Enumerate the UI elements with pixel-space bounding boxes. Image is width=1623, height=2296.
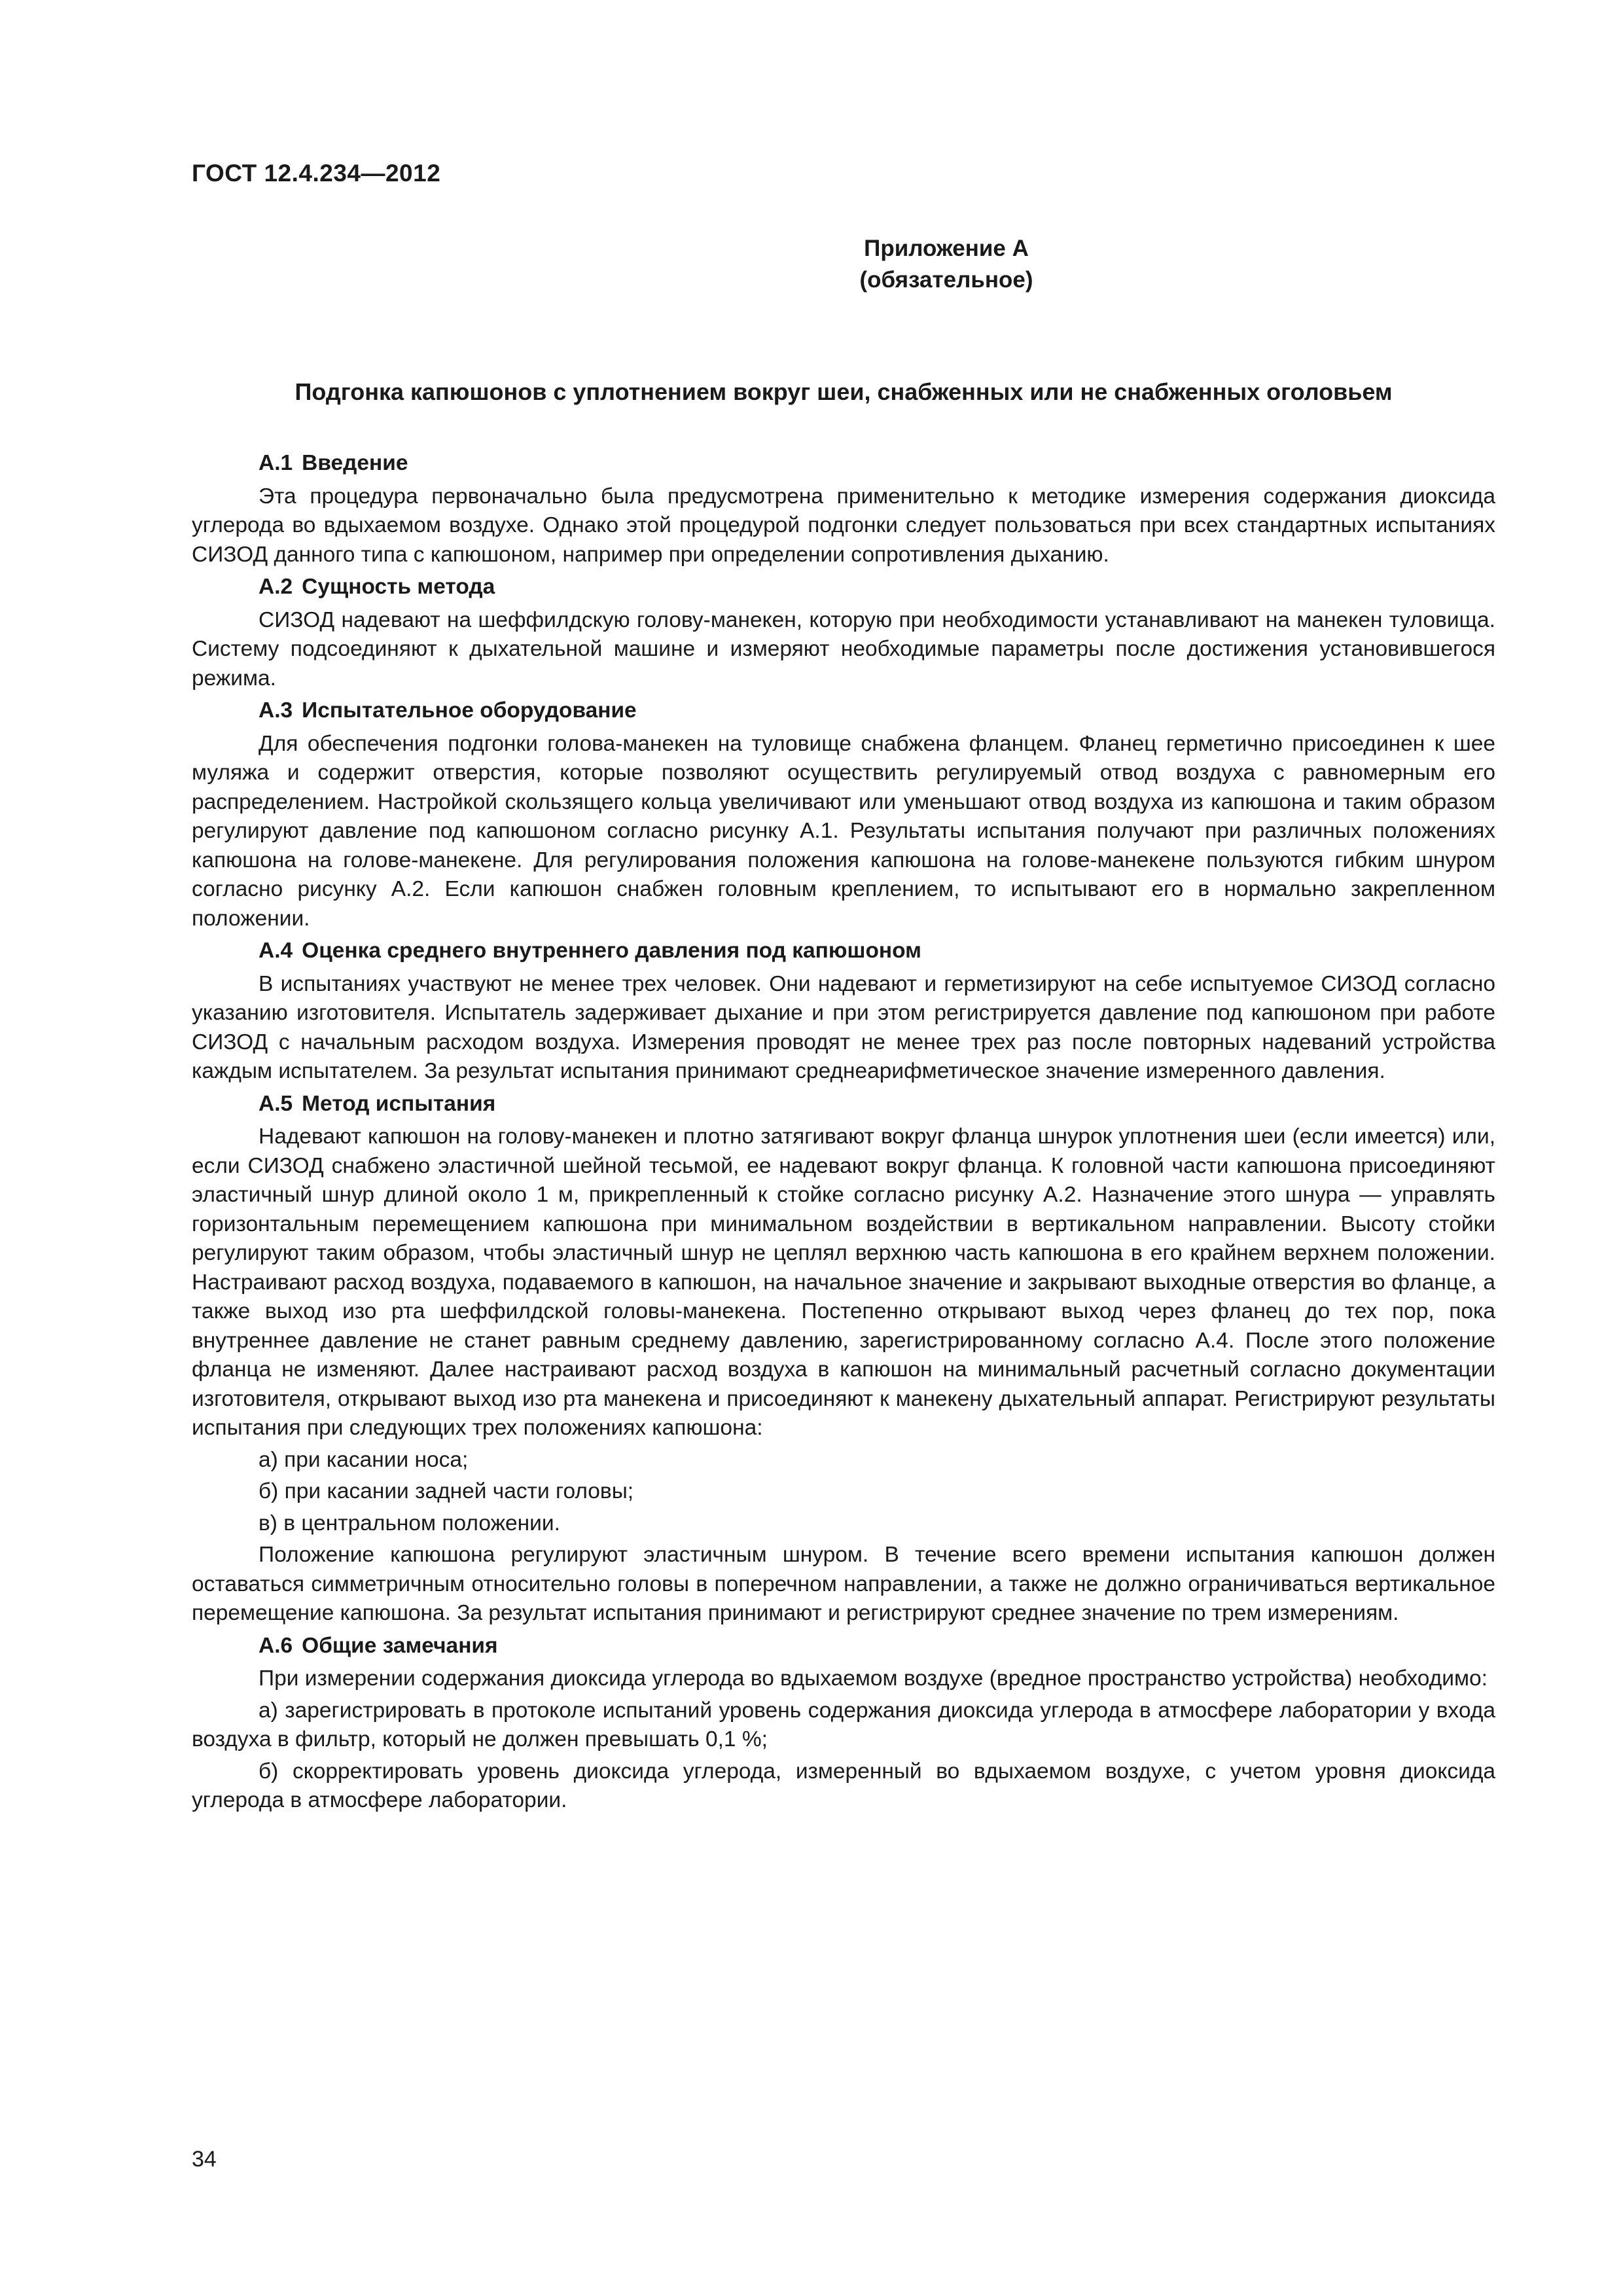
section-heading-a1 — [192, 449, 1495, 478]
section-number: А.2 — [259, 575, 293, 599]
section-title: Метод испытания — [302, 1091, 496, 1116]
list-item: а) зарегистрировать в протоколе испытаний уровень содержания диоксида углерода в атмосфере лаборатории у входа воздуха в фильтр, который не должен превышать 0,1 %; — [192, 1698, 1495, 1751]
list-item: в) в центральном положении. — [259, 1511, 560, 1535]
section-title: Оценка среднего внутреннего давления под капюшоном — [302, 939, 921, 963]
paragraph: В испытаниях участвуют не менее трех человек. Они надевают и герметизируют на себе испытуемое СИЗОД согласно указанию изготовителя. Испытатель задерживает дыхание и при этом регистрируется давление под капюшоном при работе СИЗОД с начальным расходом воздуха. Измерения проводят не менее трех раз после повторных надеваний устройства каждым испытателем. За результат испытания принимают среднеарифметическое значение измеренного давления. — [192, 971, 1495, 1083]
section-number: А.5 — [259, 1091, 293, 1116]
section-heading-a6 — [192, 1632, 1495, 1661]
list-item: а) при касании носа; — [259, 1447, 469, 1472]
list-item: б) скорректировать уровень диоксида углерода, измеренный во вдыхаемом воздухе, с учетом уровня диоксида углерода в атмосфере лаборатории. — [192, 1759, 1495, 1812]
section-heading-a3 — [192, 696, 1495, 726]
section-title: Испытательное оборудование — [302, 698, 637, 723]
section-title: Введение — [302, 451, 408, 475]
list-item: б) при касании задней части головы; — [259, 1479, 634, 1503]
paragraph: Положение капюшона регулируют эластичным шнуром. В течение всего времени испытания капюшон должен оставаться симметричным относительно головы в поперечном направлении, а также не должно ограничиваться вертикальное перемещение капюшона. За результат испытания принимают и регистрируют среднее значение по трем измерениям. — [192, 1543, 1495, 1625]
section-heading-a2 — [192, 573, 1495, 602]
section-title: Сущность метода — [302, 575, 495, 599]
paragraph: Надевают капюшон на голову-манекен и плотно затягивают вокруг фланца шнурок уплотнения шеи (если имеется) или, если СИЗОД снабжено эластичной шейной тесьмой, ее надевают вокруг фланца. К головной части капюшона присоединяют эластичный шнур длиной около 1 м, прикрепленный к стойке согласно рисунку А.2. Назначение этого шнура — управлять горизонтальным перемещением капюшона при минимальном воздействии в вертикальном направлении. Высоту стойки регулируют таким образом, чтобы эластичный шнур не цеплял верхнюю часть капюшона в его крайнем верхнем положении. Настраивают расход воздуха, подаваемого в капюшон, на начальное значение и закрывают выходные отверстия во фланце, а также выход изо рта шеффилдской головы-манекена. Постепенно открывают выход через фланец до тех пор, пока внутреннее давление не станет равным среднему давлению, зарегистрированному согласно А.4. После этого положение фланца не изменяют. Далее настраивают расход воздуха в капюшон на минимальный расчетный согласно документации изготовителя, открывают выход изо рта манекена и присоединяют к манекену дыхательный аппарат. Регистрируют результаты испытания при следующих трех положениях капюшона: — [192, 1124, 1495, 1440]
section-heading-a4 — [192, 937, 1495, 966]
section-title: Общие замечания — [302, 1633, 498, 1658]
annex-label: Приложение А — [864, 236, 1029, 261]
paragraph: Эта процедура первоначально была предусмотрена применительно к методике измерения содержания диоксида углерода во вдыхаемом воздухе. Однако этой процедурой подгонки следует пользоваться при всех стандартных испытаниях СИЗОД данного типа с капюшоном, например при определении сопротивления дыханию. — [192, 484, 1495, 567]
annex-title: Подгонка капюшонов с уплотнением вокруг шеи, снабженных или не снабженных оголовьем — [294, 378, 1393, 405]
page-number: 34 — [192, 2147, 217, 2172]
section-number: А.6 — [259, 1633, 293, 1658]
section-number: А.3 — [259, 698, 293, 723]
annex-heading — [0, 233, 1623, 296]
section-number: А.1 — [259, 451, 293, 475]
paragraph: Для обеспечения подгонки голова-манекен на туловище снабжена фланцем. Фланец герметично присоединен к шее муляжа и содержит отверстия, которые позволяют осуществить регулируемый отвод воздуха с равномерным его распределением. Настройкой скользящего кольца увеличивают или уменьшают отвод воздуха из капюшона и таким образом регулируют давление под капюшоном согласно рисунку А.1. Результаты испытания получают при различных положениях капюшона на голове-манекене. Для регулирования положения капюшона на голове-манекене пользуются гибким шнуром согласно рисунку А.2. Если капюшон снабжен головным креплением, то испытывают его в нормально закрепленном положении. — [192, 731, 1495, 931]
paragraph: СИЗОД надевают на шеффилдскую голову-манекен, которую при необходимости устанавливают на манекен туловища. Систему подсоединяют к дыхательной машине и измеряют необходимые параметры после достижения установившегося режима. — [192, 607, 1495, 691]
standard-number: ГОСТ 12.4.234—2012 — [192, 160, 441, 187]
document-body — [192, 449, 1495, 1818]
paragraph: При измерении содержания диоксида углерода во вдыхаемом воздухе (вредное пространство устройства) необходимо: — [259, 1666, 1488, 1691]
annex-status: (обязательное) — [859, 267, 1033, 293]
section-heading-a5 — [192, 1090, 1495, 1119]
section-number: А.4 — [259, 939, 293, 963]
